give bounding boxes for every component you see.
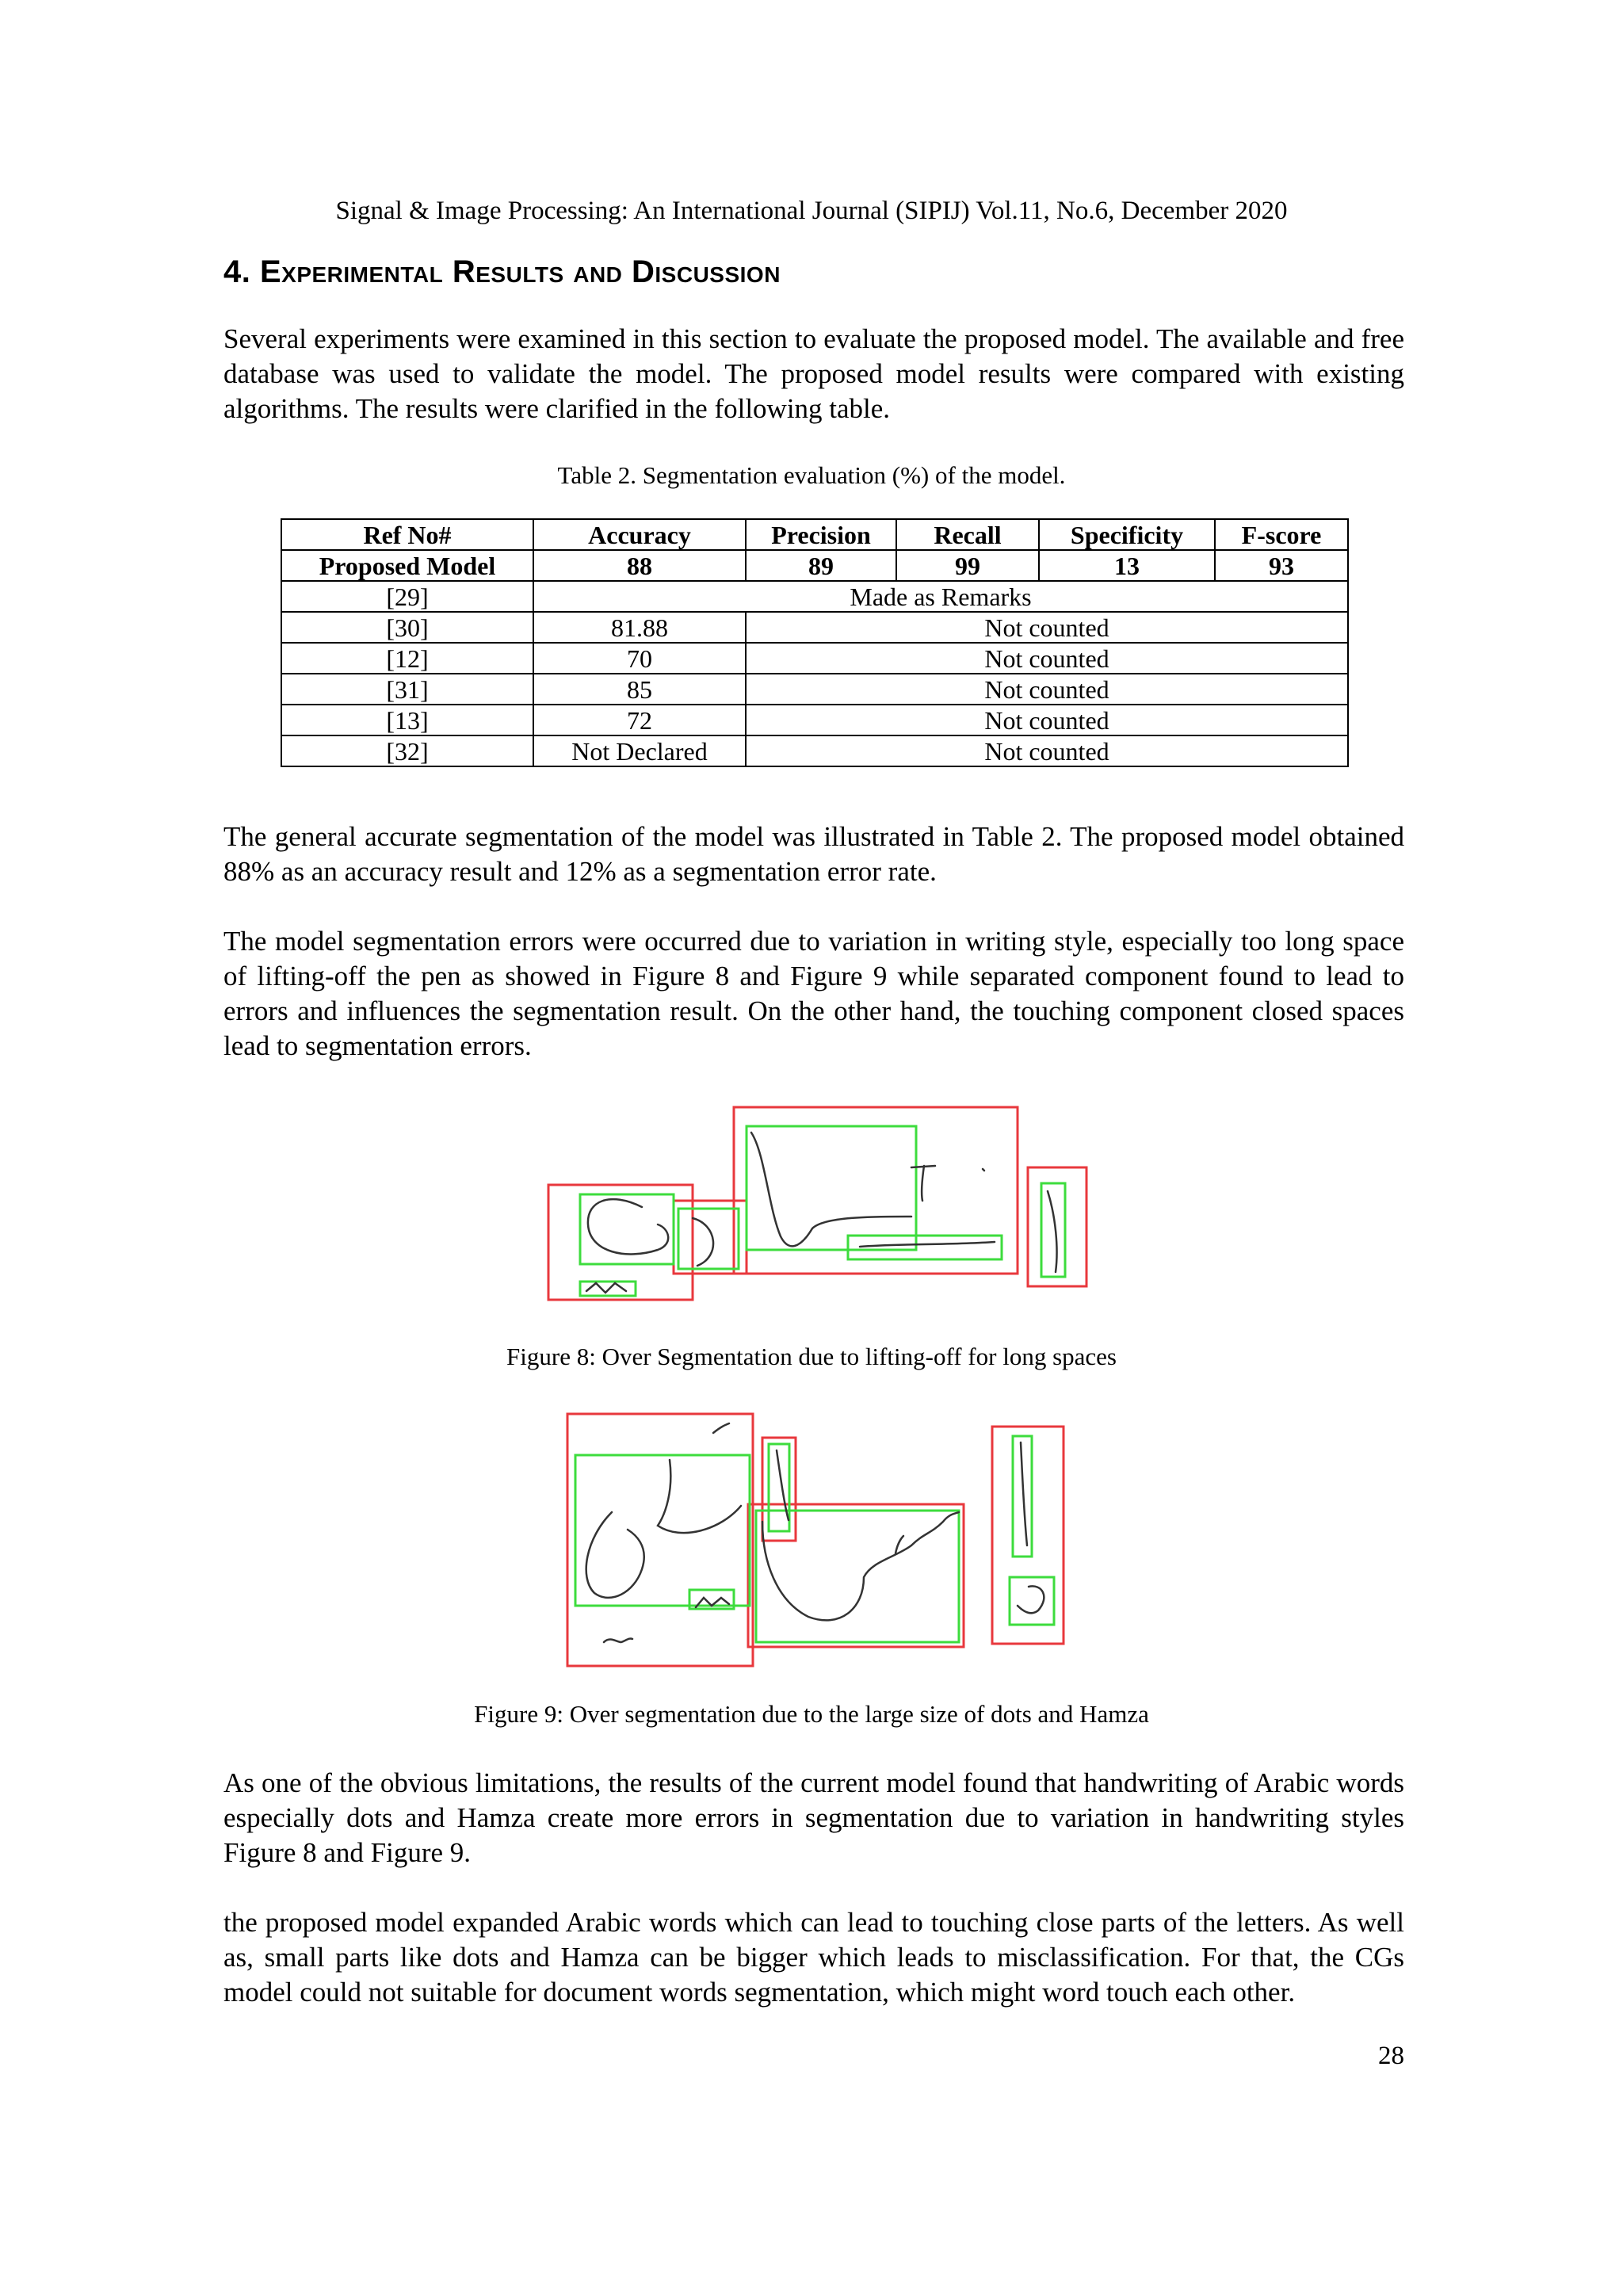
red-segment-box [762, 1438, 796, 1541]
table-cell: [31] [281, 674, 533, 705]
table-cell-remark: Not counted [746, 612, 1348, 643]
table-cell-remark: Made as Remarks [533, 581, 1348, 612]
table-cell-remark: Not counted [746, 735, 1348, 766]
table-header-row [281, 519, 1348, 550]
table-cell: 88 [533, 550, 746, 581]
red-boxes [548, 1107, 1086, 1300]
table-row [281, 643, 1348, 674]
col-header: Specificity [1039, 519, 1215, 550]
table-cell-remark: Not counted [746, 705, 1348, 735]
table-row [281, 735, 1348, 766]
table-cell: 89 [746, 550, 896, 581]
green-segment-box [747, 1126, 916, 1250]
table-row-proposed [281, 550, 1348, 581]
green-segment-box [769, 1444, 789, 1531]
col-header: Recall [896, 519, 1039, 550]
table-cell: [29] [281, 581, 533, 612]
green-segment-box [848, 1236, 1002, 1259]
table-row [281, 674, 1348, 705]
segmentation-table [281, 518, 1349, 767]
table-cell: [12] [281, 643, 533, 674]
handwriting-strokes [586, 1133, 1057, 1293]
table-cell: [13] [281, 705, 533, 735]
red-boxes [567, 1414, 1064, 1666]
figure-9-caption: Figure 9: Over segmentation due to the large size of dots and Hamza [474, 1700, 1149, 1728]
figure-8-image [539, 1098, 1094, 1308]
table-row [281, 581, 1348, 612]
table-row [281, 705, 1348, 735]
red-segment-box [674, 1201, 747, 1274]
green-segment-box [1013, 1436, 1032, 1557]
green-segment-box [678, 1209, 739, 1269]
col-header: Ref No# [281, 519, 533, 550]
limitations-paragraph: As one of the obvious limitations, the results of the current model found that handwriting of Arabic words especially dots and Hamza create more errors in segmentation due to variation in handwriting styles Figure 8 and Figure 9. [223, 1767, 1404, 1868]
section-title: 4. Experimental Results and Discussion [223, 254, 781, 289]
green-segment-box [1041, 1183, 1065, 1277]
red-segment-box [748, 1504, 964, 1647]
table-cell: [32] [281, 735, 533, 766]
green-boxes [580, 1126, 1065, 1296]
table-cell: 81.88 [533, 612, 746, 643]
figure-8-caption: Figure 8: Over Segmentation due to lifting-off for long spaces [506, 1343, 1117, 1370]
table-cell: 13 [1039, 550, 1215, 581]
table-cell: 93 [1215, 550, 1348, 581]
table-cell: 85 [533, 674, 746, 705]
conclusion-paragraph: the proposed model expanded Arabic words which can lead to touching close parts of the letters. As well as, small parts like dots and Hamza can be bigger which leads to misclassification. For that, the CGs model could not suitable for document words segmentation, which might word touch each other. [223, 1907, 1404, 2008]
green-boxes [575, 1436, 1054, 1642]
table-cell: [30] [281, 612, 533, 643]
table-cell: 72 [533, 705, 746, 735]
col-header: Precision [746, 519, 896, 550]
col-header: F-score [1215, 519, 1348, 550]
table-cell: 99 [896, 550, 1039, 581]
results-paragraph: The general accurate segmentation of the model was illustrated in Table 2. The proposed model obtained 88% as an accuracy result and 12% as a segmentation error rate. [223, 821, 1404, 887]
col-header: Accuracy [533, 519, 746, 550]
figure-9-image [555, 1403, 1078, 1672]
table-cell: Proposed Model [281, 550, 533, 581]
green-segment-box [575, 1455, 750, 1606]
errors-paragraph: The model segmentation errors were occurred due to variation in writing style, especially too long space of lifting-off the pen as showed in Figure 8 and Figure 9 while separated component found to lead to errors and influences the segmentation result. On the other hand, the touching component closed spaces lead to segmentation errors. [223, 926, 1404, 1061]
table-cell-remark: Not counted [746, 674, 1348, 705]
table-row [281, 612, 1348, 643]
table-cell: 70 [533, 643, 746, 674]
table-caption: Table 2. Segmentation evaluation (%) of the model. [557, 461, 1066, 489]
intro-paragraph: Several experiments were examined in this section to evaluate the proposed model. The available and free database was used to validate the model. The proposed model results were compared with existing algorithms. The results were clarified in the following table. [223, 323, 1404, 424]
table-cell-remark: Not counted [746, 643, 1348, 674]
green-segment-box [1010, 1577, 1054, 1625]
page-number: 28 [1378, 2042, 1404, 2070]
red-segment-box [567, 1414, 753, 1666]
red-segment-box [1028, 1167, 1086, 1286]
journal-header: Signal & Image Processing: An International Journal (SIPIJ) Vol.11, No.6, December 2020 [335, 197, 1288, 225]
table-cell: Not Declared [533, 735, 746, 766]
